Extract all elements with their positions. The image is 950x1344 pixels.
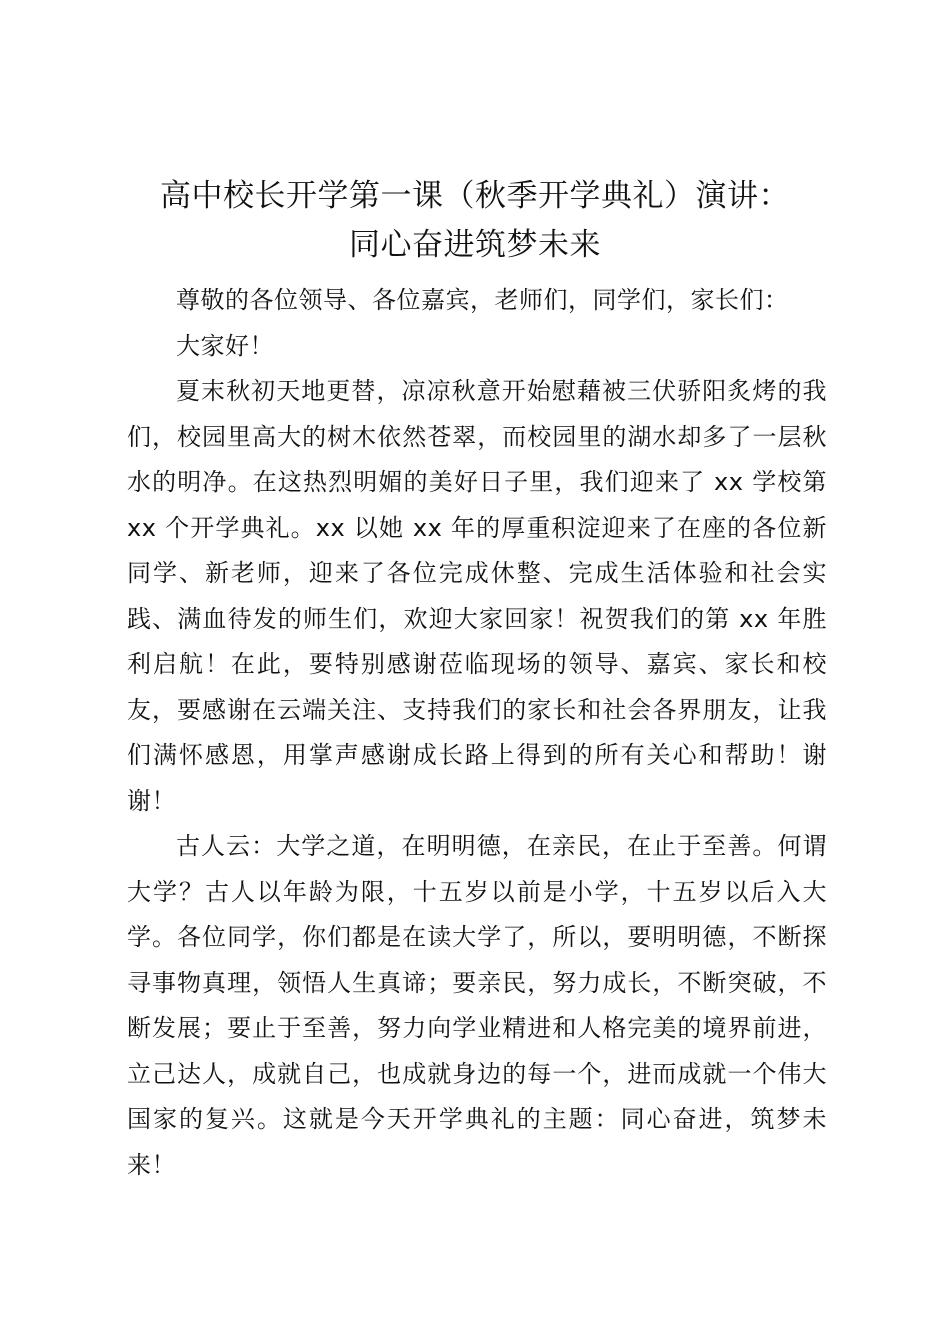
greeting-paragraph: 大家好！ xyxy=(176,331,274,360)
body-paragraph: 古人云：大学之道，在明明德，在亲民，在止于至善。何谓大学？古人以年龄为限，十五岁以前是小学，十五岁以后入大学。各位同学，你们都是在读大学了，所以，要明明德，不断探寻事物真理，领悟人生真谛；要亲民，努力成长，不断突破，不断发展；要止于至善，努力向学业精进和人格完美的境界前进，立己达人，成就自己，也成就身边的每一个，进而成就一个伟大国家的复兴。这就是今天开学典礼的主题：同心奋进，筑梦未来！ xyxy=(127,832,827,1179)
document-title xyxy=(100,172,850,270)
title-line-2: 同心奋进筑梦未来 xyxy=(349,227,601,263)
document-body xyxy=(127,278,827,1188)
body-paragraph: 夏末秋初天地更替，凉凉秋意开始慰藉被三伏骄阳炙烤的我们，校园里高大的树木依然苍翠，而校园里的湖水却多了一层秋水的明净。在这热烈明媚的美好日子里，我们迎来了 xx 学校第 xx 个开学典礼。xx 以她 xx 年的厚重积淀迎来了在座的各位新同学、新老师，迎来了各位完成休整、完成生活体验和社会实践、满血待发的师生们，欢迎大家回家！祝贺我们的第 xx 年胜利启航！在此，要特别感谢莅临现场的领导、嘉宾、家长和校友，要感谢在云端关注、支持我们的家长和社会各界朋友，让我们满怀感恩，用掌声感谢成长路上得到的所有关心和帮助！谢谢！ xyxy=(127,377,827,815)
title-line-1: 高中校长开学第一课（秋季开学典礼）演讲： xyxy=(160,178,790,214)
salutation-paragraph: 尊敬的各位领导、各位嘉宾，老师们，同学们，家长们： xyxy=(176,286,789,314)
